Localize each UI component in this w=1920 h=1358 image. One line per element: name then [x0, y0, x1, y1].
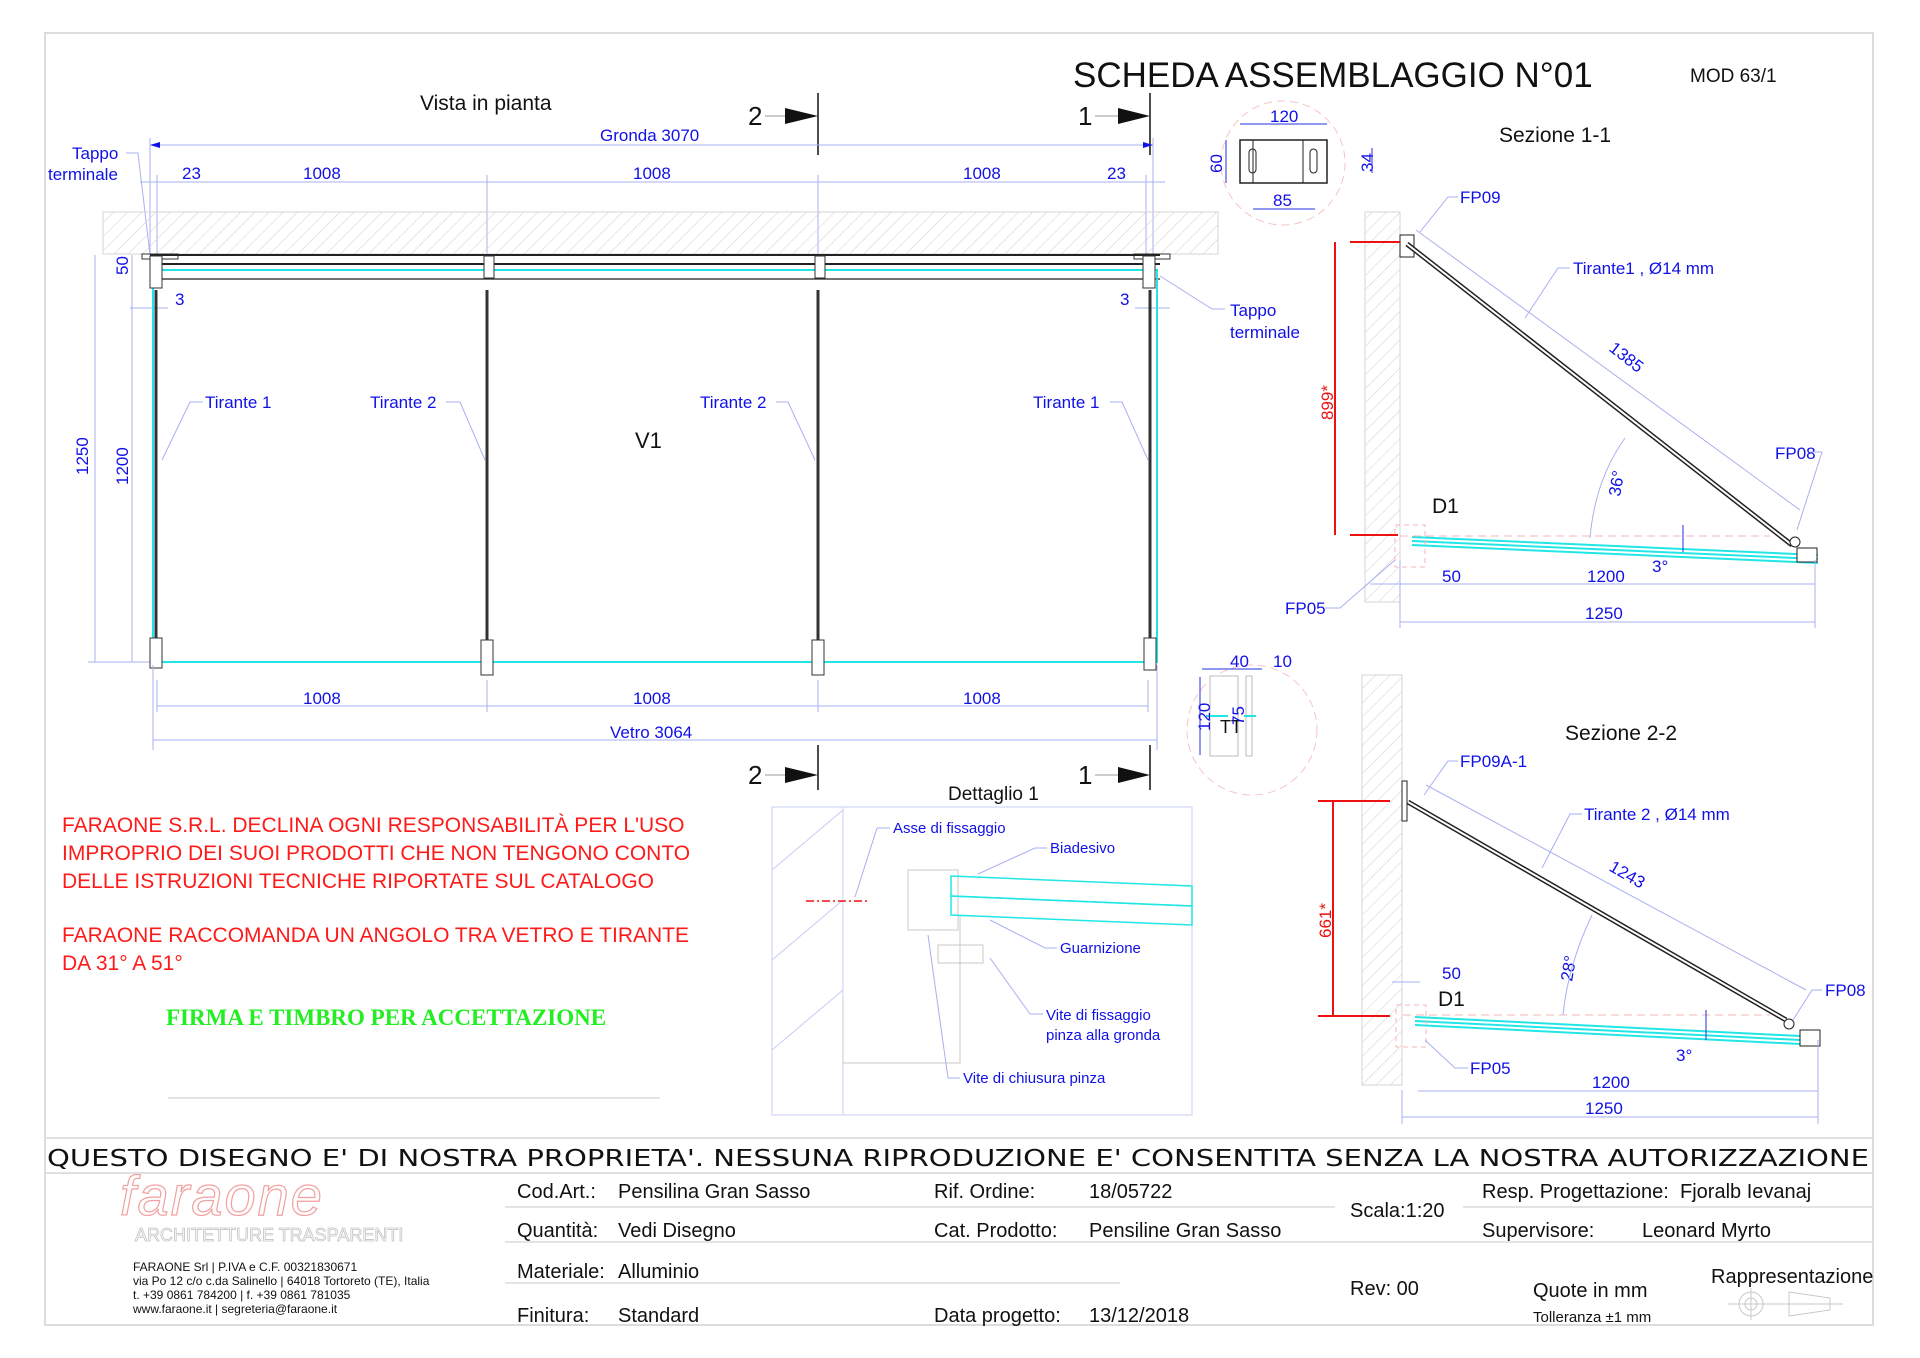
data-progetto-value: 13/12/2018	[1089, 1305, 1190, 1327]
detail-label-biadesivo: Biadesivo	[1050, 840, 1116, 857]
section-1-dim-1250: 1250	[1585, 604, 1623, 623]
notes	[62, 814, 690, 1098]
section-1-height: 899*	[1318, 385, 1337, 420]
detail-label-vite-fissaggio-2: pinza alla gronda	[1046, 1027, 1161, 1044]
section-2-slope: 3°	[1676, 1046, 1693, 1065]
section-1-dim-1200: 1200	[1587, 567, 1625, 586]
dim-1008-1: 1008	[303, 164, 341, 183]
disclaimer-line-2: IMPROPRIO DEI SUOI PRODOTTI CHE NON TENGONO CONTO	[62, 842, 691, 865]
detail-label-vite-fissaggio-1: Vite di fissaggio	[1046, 1007, 1151, 1024]
plate-slot-height-34: 34	[1358, 153, 1377, 172]
section-2-fp09a: FP09A-1	[1460, 752, 1528, 771]
dim-1200-vertical: 1200	[113, 447, 132, 485]
detail-label-guarnizione: Guarnizione	[1060, 940, 1141, 957]
company-line-1: FARAONE Srl | P.IVA e C.F. 00321830671	[133, 1260, 358, 1274]
materiale-label: Materiale:	[517, 1261, 605, 1283]
signature-label: FIRMA E TIMBRO PER ACCETTAZIONE	[166, 1005, 607, 1030]
finitura-label: Finitura:	[517, 1305, 590, 1327]
section-2-angle: 28°	[1557, 954, 1581, 983]
cod-art-label: Cod.Art.:	[517, 1181, 596, 1203]
section-marker-1-top	[1078, 93, 1150, 155]
company-line-4: www.faraone.it | segreteria@faraone.it	[133, 1302, 338, 1316]
disclaimer-line-3: DELLE ISTRUZIONI TECNICHE RIPORTATE SUL CATALOGO	[62, 870, 654, 893]
label-tirante-2-right: Tirante 2	[700, 393, 767, 412]
tappo-right-line2: terminale	[1230, 323, 1300, 342]
plate-width-120: 120	[1270, 107, 1299, 126]
vetro-dimension: Vetro 3064	[610, 723, 693, 742]
company-line-3: t. +39 0861 784200 | f. +39 0861 781035	[133, 1288, 351, 1302]
materiale-value: Alluminio	[618, 1261, 700, 1283]
faraone-logo: faraone	[120, 1164, 324, 1227]
resp-progettazione-value: Fjoralb Ievanaj	[1680, 1181, 1812, 1203]
svg-text:2: 2	[748, 760, 763, 790]
rappresentazione-label: Rappresentazione	[1711, 1266, 1874, 1288]
dim-bottom-1008-3: 1008	[963, 689, 1001, 708]
svg-text:1: 1	[1078, 101, 1093, 131]
dim-3-right: 3	[1120, 290, 1130, 309]
detail-1-title: Dettaglio 1	[948, 784, 1039, 805]
supervisore-label: Supervisore:	[1482, 1220, 1595, 1242]
section-2-height: 661*	[1316, 903, 1335, 938]
plate-slot-spacing-85: 85	[1273, 191, 1292, 210]
section-2-title: Sezione 2-2	[1565, 722, 1678, 745]
section-2-dim-50: 50	[1442, 964, 1461, 983]
tie-rods	[150, 256, 1156, 675]
section-1-dim-50: 50	[1442, 567, 1461, 586]
data-progetto-label: Data progetto:	[934, 1305, 1061, 1327]
label-tirante-1-right: Tirante 1	[1033, 393, 1100, 412]
sheet-title: SCHEDA ASSEMBLAGGIO N°01	[1073, 56, 1593, 95]
dim-1008-2: 1008	[633, 164, 671, 183]
section-2-2	[1316, 675, 1866, 1124]
plan-view	[48, 92, 1300, 790]
disclaimer-line-1: FARAONE S.R.L. DECLINA OGNI RESPONSABILITÀ PER L'USO	[62, 814, 685, 837]
section-marker-2-top	[748, 93, 818, 155]
section-1-fp09: FP09	[1460, 188, 1501, 207]
bracket-detail	[1187, 652, 1317, 795]
dim-1008-3: 1008	[963, 164, 1001, 183]
gronda-dimension: Gronda 3070	[600, 126, 700, 145]
company-line-2: via Po 12 c/o c.da Salinello | 64018 Tortoreto (TE), Italia	[133, 1274, 430, 1288]
section-1-rod-length: 1385	[1605, 338, 1648, 377]
finitura-value: Standard	[618, 1305, 700, 1327]
label-tirante-2-left: Tirante 2	[370, 393, 437, 412]
revision-value: Rev: 00	[1350, 1278, 1419, 1300]
tolleranza: Tolleranza ±1 mm	[1533, 1309, 1652, 1326]
model-code: MOD 63/1	[1690, 66, 1777, 87]
section-2-fp05: FP05	[1470, 1059, 1511, 1078]
section-1-slope: 3°	[1652, 557, 1669, 576]
detail-label-vite-chiusura: Vite di chiusura pinza	[963, 1070, 1106, 1087]
tappo-left-line2: terminale	[48, 165, 118, 184]
cod-art-value: Pensilina Gran Sasso	[618, 1181, 811, 1203]
gronda-wall	[103, 212, 1218, 254]
section-2-rod-length: 1243	[1606, 857, 1649, 893]
detail-1	[772, 784, 1192, 1115]
plate-detail	[1207, 101, 1377, 225]
property-notice: QUESTO DISEGNO E' DI NOSTRA PROPRIETA'. NESSUNA RIPRODUZIONE E' CONSENTITA SENZA LA NOSTRA AUTORIZZAZIONE	[47, 1146, 1869, 1172]
dim-23-right: 23	[1107, 164, 1126, 183]
tappo-right-line1: Tappo	[1230, 301, 1277, 320]
tappo-left-line1: Tappo	[72, 144, 119, 163]
section-1-angle: 36°	[1605, 469, 1629, 498]
bracket-dim-75: 75	[1229, 706, 1248, 725]
cat-prodotto-value: Pensiline Gran Sasso	[1089, 1220, 1282, 1242]
plan-view-title: Vista in pianta	[420, 92, 552, 115]
section-1-fp05: FP05	[1285, 599, 1326, 618]
scala-value: Scala:1:20	[1350, 1200, 1445, 1222]
resp-progettazione-label: Resp. Progettazione:	[1482, 1181, 1669, 1203]
section-1-title: Sezione 1-1	[1499, 124, 1612, 147]
section-2-fp08: FP08	[1825, 981, 1866, 1000]
title-block	[45, 1138, 1873, 1327]
recommendation-line-2: DA 31° A 51°	[62, 952, 183, 975]
recommendation-line-1: FARAONE RACCOMANDA UN ANGOLO TRA VETRO E TIRANTE	[62, 924, 690, 947]
section-2-d1: D1	[1438, 988, 1465, 1011]
section-2-rod-label: Tirante 2 , Ø14 mm	[1584, 805, 1730, 824]
projection-symbol-icon	[1728, 1288, 1843, 1320]
label-tirante-1-left: Tirante 1	[205, 393, 272, 412]
svg-text:2: 2	[748, 101, 763, 131]
rif-ordine-label: Rif. Ordine:	[934, 1181, 1036, 1203]
section-1-rod-label: Tirante1 , Ø14 mm	[1573, 259, 1715, 278]
glass-panel-v1	[153, 270, 1157, 662]
svg-text:1: 1	[1078, 760, 1093, 790]
supervisore-value: Leonard Myrto	[1642, 1220, 1771, 1242]
dim-bottom-1008-1: 1008	[303, 689, 341, 708]
bracket-dim-10: 10	[1273, 652, 1292, 671]
glass-label: V1	[635, 428, 662, 453]
cat-prodotto-label: Cat. Prodotto:	[934, 1220, 1058, 1242]
quote-in-mm: Quote in mm	[1533, 1280, 1648, 1302]
detail-label-asse: Asse di fissaggio	[893, 820, 1006, 837]
section-1-d1: D1	[1432, 495, 1459, 518]
dim-bottom-1008-2: 1008	[633, 689, 671, 708]
quantita-value: Vedi Disegno	[618, 1220, 736, 1242]
dim-3-left: 3	[175, 290, 185, 309]
svg-text:TT: TT	[1220, 717, 1242, 737]
dim-50: 50	[113, 256, 132, 275]
section-1-1	[1285, 124, 1822, 628]
section-2-dim-1200: 1200	[1592, 1073, 1630, 1092]
bracket-dim-120: 120	[1195, 702, 1214, 731]
dim-23-left: 23	[182, 164, 201, 183]
rif-ordine-value: 18/05722	[1089, 1181, 1173, 1203]
section-2-dim-1250: 1250	[1585, 1099, 1623, 1118]
bracket-dim-40: 40	[1230, 652, 1249, 671]
section-1-fp08: FP08	[1775, 444, 1816, 463]
logo-tagline: ARCHITETTURE TRASPARENTI	[135, 1225, 404, 1245]
plate-height-60: 60	[1207, 154, 1226, 173]
dim-1250-vertical: 1250	[73, 437, 92, 475]
quantita-label: Quantità:	[517, 1220, 599, 1242]
section-marker-1-bottom	[1078, 745, 1150, 790]
section-marker-2-bottom	[748, 745, 818, 790]
